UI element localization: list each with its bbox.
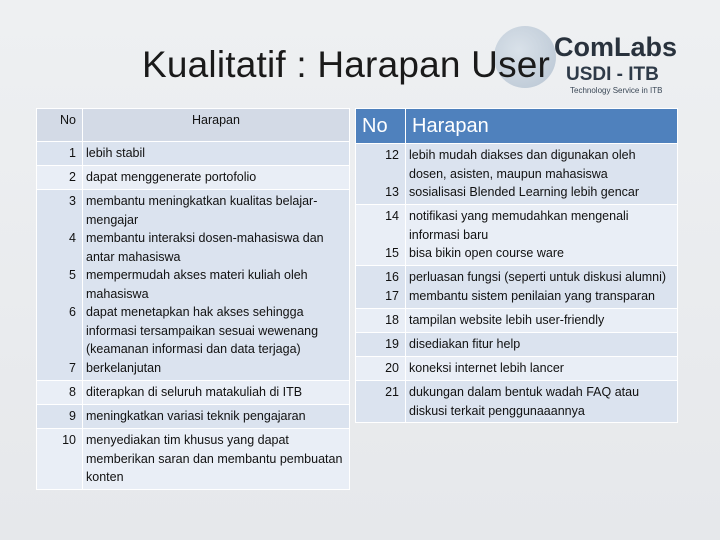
right-table-header bbox=[356, 109, 678, 144]
right-header-harapan: Harapan bbox=[406, 109, 678, 144]
right-table-row bbox=[356, 381, 678, 423]
left-row-text-cell bbox=[83, 381, 350, 405]
item-number: 14 bbox=[385, 209, 399, 223]
right-table-row bbox=[356, 266, 678, 309]
right-table-body bbox=[356, 144, 678, 423]
right-row-number-cell bbox=[356, 333, 406, 357]
right-expectations-table bbox=[355, 108, 678, 423]
slide-title: Kualitatif : Harapan User bbox=[142, 44, 551, 85]
left-row-text-cell bbox=[83, 405, 350, 429]
item-text: bisa bikin open course ware bbox=[409, 246, 564, 260]
left-expectations-table bbox=[36, 108, 350, 490]
item-text: notifikasi yang memudahkan mengenali informasi baru bbox=[409, 209, 629, 242]
right-row-number-cell bbox=[356, 205, 406, 266]
item-number: 2 bbox=[69, 170, 76, 184]
item-number: 12 bbox=[385, 148, 399, 162]
item-text: membantu sistem penilaian yang transparan bbox=[409, 288, 655, 303]
item-number: 19 bbox=[385, 337, 399, 351]
item-number: 3 bbox=[69, 194, 76, 208]
left-table-row bbox=[37, 381, 350, 405]
right-row-text-cell bbox=[406, 357, 678, 381]
left-row-text-cell bbox=[83, 142, 350, 166]
right-row-number-cell bbox=[356, 309, 406, 333]
item-text: lebih mudah diakses dan digunakan oleh dosen, asisten, maupun mahasiswa bbox=[409, 148, 636, 181]
right-table-row bbox=[356, 357, 678, 381]
left-header-no: No bbox=[37, 109, 83, 142]
right-row-number-cell bbox=[356, 381, 406, 423]
left-row-text-cell bbox=[83, 429, 350, 490]
right-row-text-cell bbox=[406, 144, 678, 205]
right-table-row bbox=[356, 144, 678, 205]
left-row-number-cell bbox=[37, 429, 83, 490]
left-row-number-cell bbox=[37, 381, 83, 405]
left-table-row bbox=[37, 429, 350, 490]
item-text: diterapkan di seluruh matakuliah di ITB bbox=[86, 385, 303, 399]
item-text: perluasan fungsi (seperti untuk diskusi alumni) bbox=[409, 270, 667, 284]
item-text: lebih stabil bbox=[86, 146, 146, 160]
left-row-number-cell bbox=[37, 405, 83, 429]
left-row-text-cell bbox=[83, 190, 350, 381]
item-number: 15 bbox=[385, 246, 399, 260]
item-text: meningkatkan variasi teknik pengajaran bbox=[86, 409, 306, 423]
item-text: membantu interaksi dosen-mahasiswa dan antar mahasiswa bbox=[86, 231, 324, 264]
left-table-row bbox=[37, 190, 350, 381]
right-table-row bbox=[356, 333, 678, 357]
logo-main-text: ComLabs bbox=[554, 32, 678, 62]
item-text: disediakan fitur help bbox=[409, 337, 521, 351]
item-number: 20 bbox=[385, 361, 399, 375]
left-row-text-cell bbox=[83, 166, 350, 190]
left-table-row bbox=[37, 166, 350, 190]
item-number: 8 bbox=[69, 385, 76, 399]
left-row-number-cell bbox=[37, 142, 83, 166]
right-header-no: No bbox=[356, 109, 406, 144]
left-row-number-cell bbox=[37, 190, 83, 381]
item-number: 17 bbox=[385, 289, 399, 303]
item-text: membantu meningkatkan kualitas belajar-mengajar bbox=[86, 194, 318, 227]
right-row-text-cell bbox=[406, 309, 678, 333]
right-row-number-cell bbox=[356, 144, 406, 205]
right-row-text-cell bbox=[406, 381, 678, 423]
right-table-row bbox=[356, 205, 678, 266]
item-text: dapat menetapkan hak akses sehingga informasi tersampaikan sesuai wewenang (keamanan informasi dan data terjaga) bbox=[86, 305, 319, 356]
right-row-number-cell bbox=[356, 266, 406, 309]
left-header-harapan: Harapan bbox=[83, 109, 350, 142]
item-number: 4 bbox=[69, 231, 76, 245]
left-table-body bbox=[37, 142, 350, 490]
item-text: berkelanjutan bbox=[86, 360, 162, 375]
item-number: 21 bbox=[385, 385, 399, 399]
item-text: dapat menggenerate portofolio bbox=[86, 170, 257, 184]
item-number: 1 bbox=[69, 146, 76, 160]
left-table-row bbox=[37, 405, 350, 429]
logo-sub-text: USDI - ITB bbox=[566, 64, 659, 85]
item-text: koneksi internet lebih lancer bbox=[409, 361, 564, 375]
left-row-number-cell bbox=[37, 166, 83, 190]
right-row-text-cell bbox=[406, 205, 678, 266]
item-number: 6 bbox=[69, 305, 76, 319]
left-table-row bbox=[37, 142, 350, 166]
right-row-text-cell bbox=[406, 266, 678, 309]
item-text: menyediakan tim khusus yang dapat memberikan saran dan membantu pembuatan konten bbox=[86, 433, 343, 484]
item-text: dukungan dalam bentuk wadah FAQ atau diskusi terkait penggunaaannya bbox=[409, 385, 640, 418]
item-text: mempermudah akses materi kuliah oleh mahasiswa bbox=[86, 268, 308, 301]
item-number: 7 bbox=[69, 361, 76, 375]
left-table-header bbox=[37, 109, 350, 142]
item-number: 10 bbox=[62, 433, 76, 447]
logo-tagline: Technology Service in ITB bbox=[570, 86, 663, 95]
item-text: tampilan website lebih user-friendly bbox=[409, 313, 605, 327]
item-text: sosialisasi Blended Learning lebih gencar bbox=[409, 185, 640, 199]
item-number: 9 bbox=[69, 409, 76, 423]
right-row-text-cell bbox=[406, 333, 678, 357]
item-number: 16 bbox=[385, 270, 399, 284]
item-number: 18 bbox=[385, 313, 399, 327]
item-number: 5 bbox=[69, 268, 76, 282]
right-row-number-cell bbox=[356, 357, 406, 381]
right-table-row bbox=[356, 309, 678, 333]
item-number: 13 bbox=[385, 185, 399, 199]
